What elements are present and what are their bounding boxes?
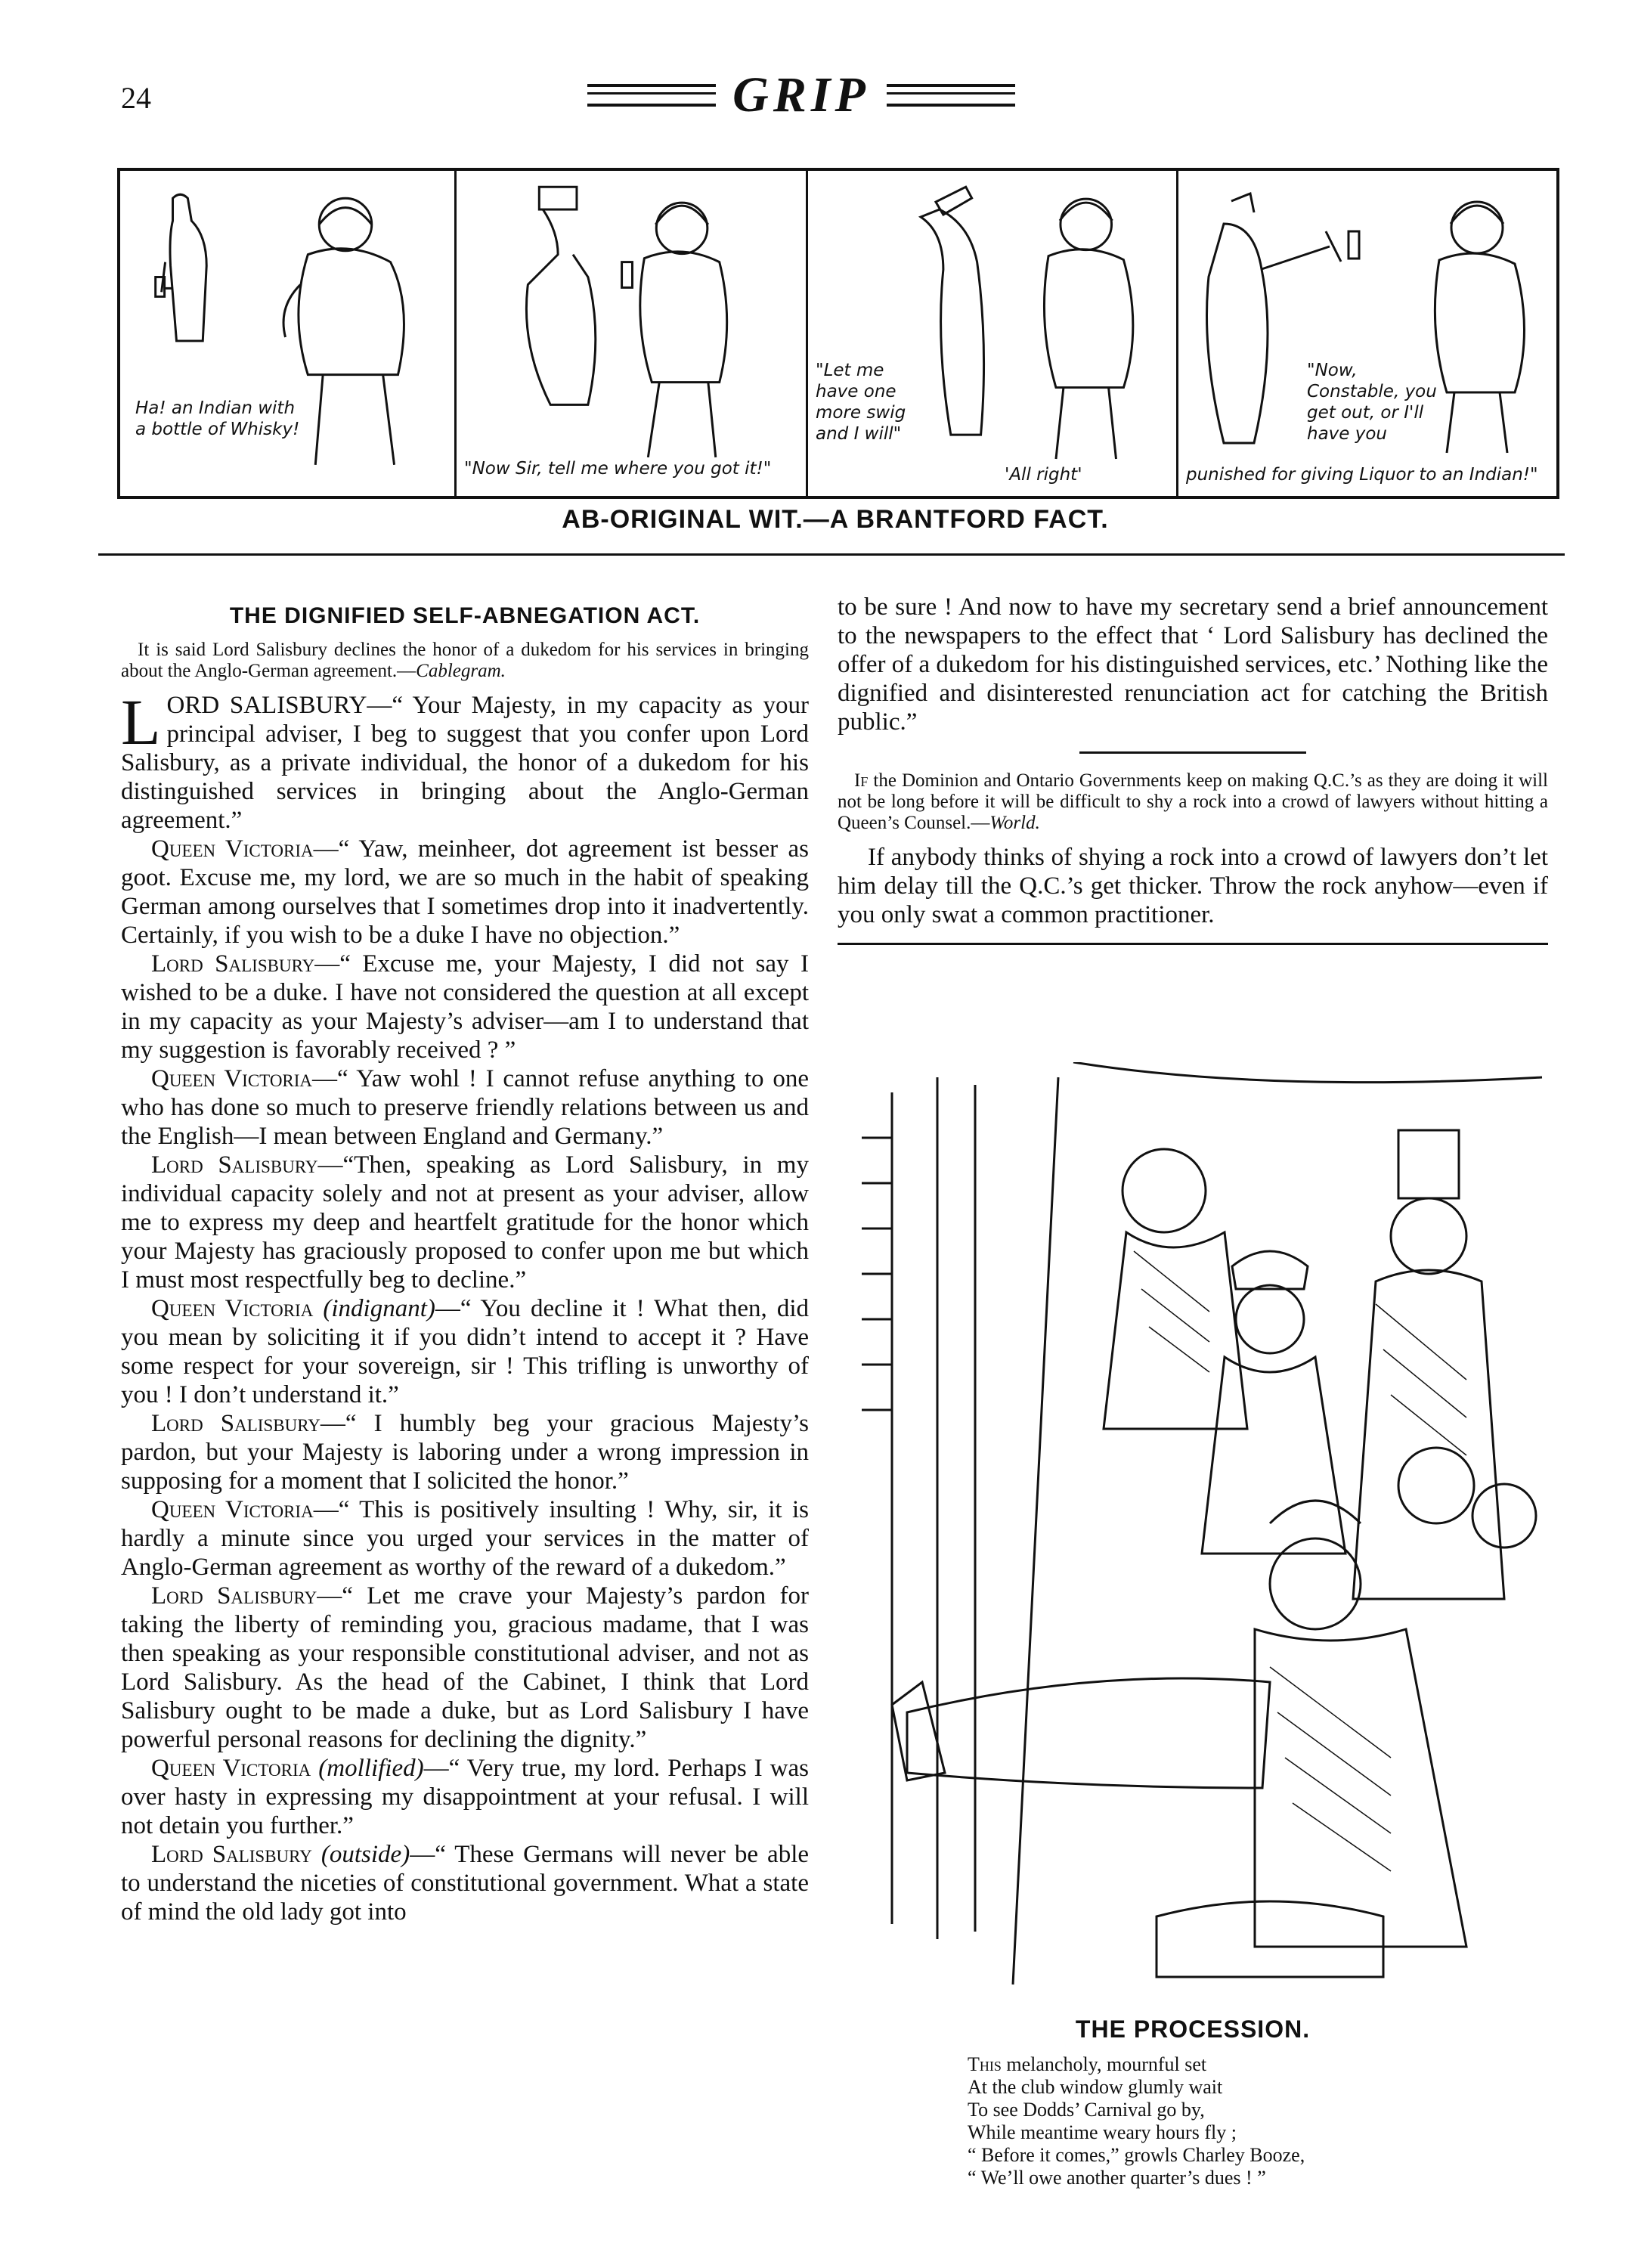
speech: —“ Your Majesty, in my capacity as your principal adviser, I beg to suggest that you confer upon Lord Salisbury, as a private individual, the honor of a dukedom for his distinguished services in bringing about the Anglo-German agreement.” bbox=[121, 692, 809, 834]
article-headline: THE DIGNIFIED SELF-ABNEGATION ACT. bbox=[229, 603, 701, 628]
qc-epigraph bbox=[838, 770, 1548, 834]
panel-4-caption-bottom: punished for giving Liquor to an Indian!" bbox=[1186, 465, 1538, 485]
speaker: Lord Salisbury bbox=[151, 1151, 318, 1179]
speech: —“Then, speaking as Lord Salisbury, in my individual capacity solely and not at present as your adviser, allow me to express my deep and heartfelt gratitude for the honor which your Majesty has graciously proposed to confer upon me but which I must most respectfully beg to decline.” bbox=[121, 1151, 809, 1294]
panel-2-drawing bbox=[457, 171, 806, 496]
poem-line: “ Before it comes,” growls Charley Booze, bbox=[968, 2144, 1305, 2166]
masthead bbox=[544, 67, 1058, 122]
dialogue-paragraph bbox=[121, 1754, 809, 1840]
dialogue-paragraph bbox=[121, 1840, 809, 1926]
poem-line: To see Dodds’ Carnival go by, bbox=[968, 2099, 1205, 2121]
masthead-title: GRIP bbox=[732, 67, 870, 122]
panel-3-caption-left: "Let me have one more swig and I will" bbox=[816, 361, 906, 444]
section-divider bbox=[98, 553, 1565, 556]
stage-direction: (outside) bbox=[320, 1841, 410, 1868]
comic-title: AB-ORIGINAL WIT.—A BRANTFORD FACT. bbox=[562, 505, 1109, 534]
poem-first-word: This bbox=[968, 2053, 1002, 2075]
drop-cap: L bbox=[121, 686, 161, 758]
qc-note-text: the Dominion and Ontario Governments keep on making Q.C.’s as they are doing it will not be long before it will be difficult to shy a rock into a crowd of lawyers without hitting a Queen’s Counsel.— bbox=[838, 770, 1548, 833]
dialogue-paragraph bbox=[121, 1582, 809, 1754]
masthead-rule-right bbox=[887, 84, 1015, 107]
speech: —“ This is positively insulting ! Why, sir, it is hardly a minute since you urged your services in the matter of Anglo-German agreement as worthy of the reward of a dukedom.” bbox=[121, 1496, 809, 1581]
poem-line: While meantime weary hours fly ; bbox=[968, 2121, 1237, 2143]
comic-panel-2 bbox=[457, 171, 808, 496]
dialogue-paragraph bbox=[121, 1151, 809, 1294]
speaker: Lord Salisbury bbox=[151, 1582, 317, 1610]
speech: —“ These Germans will never be able to understand the niceties of constitutional government. What a state of mind the old lady got into bbox=[121, 1841, 810, 1926]
comic-panel-4 bbox=[1178, 171, 1556, 496]
panel-4-caption-speech: "Now, Constable, you get out, or I'll have you bbox=[1307, 361, 1437, 444]
speech: —“ You decline it ! What then, did you mean by soliciting it if you didn’t intend to accept it ? Have some respect for your sovereign, sir ! This trifling is unworthy of you ! I don’t understand it.” bbox=[121, 1295, 810, 1408]
dialogue-paragraph bbox=[121, 1409, 809, 1495]
speaker: Queen Victoria bbox=[151, 1496, 314, 1523]
comic-panel-3 bbox=[808, 171, 1178, 496]
column-divider bbox=[838, 943, 1548, 945]
panel-3-caption-right: 'All right' bbox=[1005, 465, 1082, 485]
speaker: Queen Victoria bbox=[151, 1065, 313, 1092]
poem-line-1 bbox=[968, 2053, 1542, 2076]
poem-title: THE PROCESSION. bbox=[1075, 2015, 1311, 2043]
dialogue-paragraph bbox=[121, 1064, 809, 1151]
article-epigraph bbox=[121, 640, 809, 682]
masthead-rule-left bbox=[587, 84, 716, 107]
dialogue-paragraph bbox=[121, 1495, 809, 1582]
speech: —“ Very true, my lord. Perhaps I was over hasty in expressing my disappointment at your refusal. I will not detain you further.” bbox=[121, 1755, 810, 1839]
poem-line-1-text: melancholy, mournful set bbox=[1001, 2053, 1207, 2075]
speaker: ORD SALISBURY bbox=[166, 692, 367, 719]
dialogue-container bbox=[121, 835, 809, 1926]
speaker: Lord Salisbury bbox=[151, 1841, 312, 1868]
speech: —“ Let me crave your Majesty’s pardon for taking the liberty of reminding you, gracious madame, that I was then speaking as your responsible constitutional adviser, and not as Lord Salisbury. As the head of the Cabinet, I think that Lord Salisbury ought to be made a duke, but as Lord Salisbury I have powerful personal reasons for declining the dignity.” bbox=[121, 1582, 809, 1753]
qc-paragraph: If anybody thinks of shying a rock into a crowd of lawyers don’t let him delay till the Q.C.’s get thicker. Throw the rock anyhow—even if you only swat a common practitioner. bbox=[838, 844, 1548, 928]
panel-2-caption: "Now Sir, tell me where you got it!" bbox=[464, 459, 772, 479]
poem-line: “ We’ll owe another quarter’s dues ! ” bbox=[968, 2167, 1266, 2189]
poem-line: At the club window glumly wait bbox=[968, 2076, 1223, 2098]
procession-illustration bbox=[847, 1062, 1550, 2007]
qc-lead: If bbox=[854, 770, 869, 791]
epigraph-text: It is said Lord Salisbury declines the honor of a dukedom for his services in bringing about the Anglo-German agreement.— bbox=[121, 640, 809, 681]
procession-drawing bbox=[847, 1062, 1550, 2007]
poem bbox=[968, 2053, 1542, 2189]
right-column bbox=[838, 590, 1548, 945]
qc-note-source: World. bbox=[989, 813, 1040, 833]
speaker: Queen Victoria bbox=[151, 1755, 311, 1782]
short-divider bbox=[1079, 751, 1306, 754]
article-paragraph bbox=[121, 686, 809, 835]
panel-3-drawing bbox=[808, 171, 1176, 496]
stage-direction: (indignant) bbox=[323, 1295, 435, 1322]
dialogue-paragraph bbox=[121, 835, 809, 950]
speaker: Lord Salisbury bbox=[151, 950, 315, 978]
page-number: 24 bbox=[121, 81, 151, 115]
stage-direction: (mollified) bbox=[318, 1755, 424, 1782]
comic-strip bbox=[117, 168, 1559, 499]
panel-1-caption: Ha! an Indian with a bottle of Whisky! bbox=[135, 398, 300, 439]
speech: —“ Excuse me, your Majesty, I did not say I wished to be a duke. I have not considered the question at all except in my capacity as your Majesty’s adviser—am I to understand that my suggestion is favorably received ? ” bbox=[121, 950, 809, 1064]
speech: —“ Yaw wohl ! I cannot refuse anything to one who has done so much to preserve friendly relations between us and the English—I mean between England and Germany.” bbox=[121, 1065, 809, 1150]
article-continuation: to be sure ! And now to have my secretary send a brief announcement to the newspapers to the effect that ‘ Lord Salisbury has declined the offer of a dukedom for his distinguished services, etc.’ Nothing like the dignified and disinterested renunciation act for catching the British public.” bbox=[838, 593, 1548, 736]
dialogue-paragraph bbox=[121, 950, 809, 1064]
speaker: Queen Victoria bbox=[151, 1295, 314, 1322]
article-dignified-act bbox=[121, 590, 809, 1926]
speech: —“ Yaw, meinheer, dot agreement ist besser as goot. Excuse me, my lord, we are so much in the habit of speaking German among ourselves that I sometimes drop into it inadvertently. Certainly, if you wish to be a duke I have no objection.” bbox=[121, 835, 809, 949]
speaker: Queen Victoria bbox=[151, 835, 314, 863]
panel-1-drawing bbox=[120, 171, 454, 496]
dialogue-paragraph bbox=[121, 1294, 809, 1409]
epigraph-source: Cablegram. bbox=[416, 661, 506, 681]
speaker: Lord Salisbury bbox=[151, 1410, 320, 1437]
comic-panel-1 bbox=[120, 171, 457, 496]
speech: —“ I humbly beg your gracious Majesty’s pardon, but your Majesty is laboring under a wrong impression in supposing for a moment that I solicited the honor.” bbox=[121, 1410, 809, 1495]
panel-4-drawing bbox=[1178, 171, 1556, 496]
